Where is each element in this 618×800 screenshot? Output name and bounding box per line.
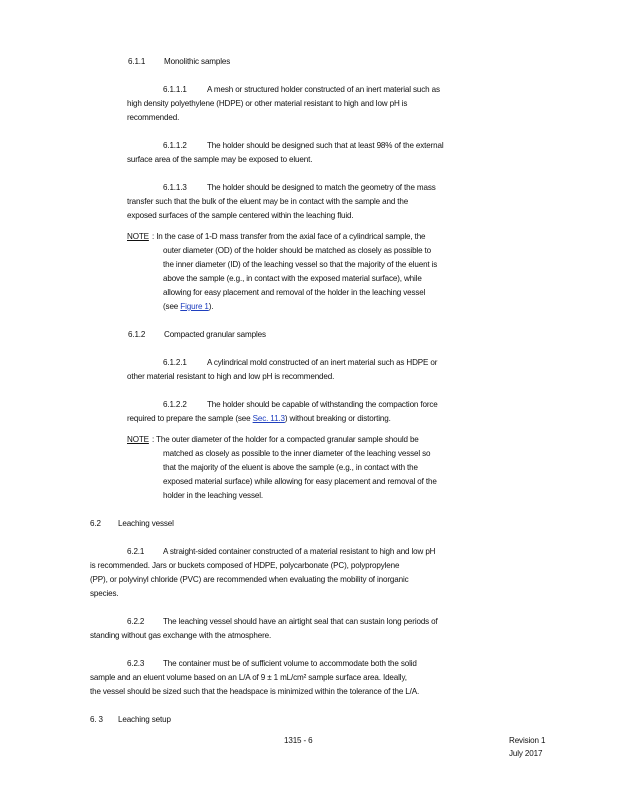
revision-date: July 2017 bbox=[509, 748, 543, 758]
note-label: NOTE bbox=[127, 434, 149, 444]
section-6-1-1-number: 6.1.1 bbox=[128, 56, 146, 66]
note-line: matched as closely as possible to the inner diameter of the leaching vessel so bbox=[163, 448, 431, 458]
section-6-2-2-number: 6.2.2 bbox=[127, 616, 145, 626]
section-6-2-3-number: 6.2.3 bbox=[127, 658, 145, 668]
section-6-1-1-title: Monolithic samples bbox=[164, 56, 231, 66]
section-6-1-2-2-line: The holder should be capable of withstanding the compaction force bbox=[207, 399, 438, 409]
note-line: holder in the leaching vessel. bbox=[163, 490, 263, 500]
section-6-1-1-1-line: high density polyethylene (HDPE) or other material resistant to high and low pH is bbox=[127, 98, 408, 108]
section-6-1-1-3-line: transfer such that the bulk of the eluent may be in contact with the sample and the bbox=[127, 196, 409, 206]
section-6-1-1-1-line: A mesh or structured holder constructed of an inert material such as bbox=[207, 84, 440, 94]
section-6-1-1-1-number: 6.1.1.1 bbox=[163, 84, 187, 94]
section-6-1-1-2-line: surface area of the sample may be exposed to eluent. bbox=[127, 154, 313, 164]
figure-1-link[interactable]: Figure 1 bbox=[180, 301, 209, 311]
section-6-2-3-line: sample and an eluent volume based on an L/A of 9 ± 1 mL/cm² sample surface area. Ideally, bbox=[90, 672, 407, 682]
section-6-2-2-line: The leaching vessel should have an airtight seal that can sustain long periods of bbox=[163, 616, 438, 626]
section-6-1-1-3-line: exposed surfaces of the sample centered within the leaching fluid. bbox=[127, 210, 354, 220]
section-6-2-3-line: the vessel should be sized such that the headspace is minimized within the tolerance of the L/A. bbox=[90, 686, 420, 696]
note-line: : In the case of 1-D mass transfer from the axial face of a cylindrical sample, the bbox=[152, 231, 426, 241]
section-6-1-2-1-line: A cylindrical mold constructed of an inert material such as HDPE or bbox=[207, 357, 438, 367]
note-text: ). bbox=[208, 301, 214, 311]
section-6-1-2-2-number: 6.1.2.2 bbox=[163, 399, 187, 409]
note-line: above the sample (e.g., in contact with the exposed material surface), while bbox=[163, 273, 422, 283]
section-6-2-1-number: 6.2.1 bbox=[127, 546, 145, 556]
section-6-2-1-line: (PP), or polyvinyl chloride (PVC) are recommended when evaluating the mobility of inorganic bbox=[90, 574, 409, 584]
note-line bbox=[163, 301, 213, 312]
section-6-3-title: Leaching setup bbox=[118, 714, 171, 724]
note-line: exposed material surface) while allowing for easy placement and removal of the bbox=[163, 476, 437, 486]
note-label: NOTE bbox=[127, 231, 149, 241]
revision-label: Revision 1 bbox=[509, 735, 546, 745]
section-6-2-2-line: standing without gas exchange with the atmosphere. bbox=[90, 630, 272, 640]
section-6-1-2-number: 6.1.2 bbox=[128, 329, 146, 339]
section-text: ) without breaking or distorting. bbox=[284, 413, 391, 423]
note-line: the inner diameter (ID) of the leaching vessel so that the majority of the eluent is bbox=[163, 259, 438, 269]
section-6-1-1-2-number: 6.1.1.2 bbox=[163, 140, 187, 150]
section-6-1-2-2-line bbox=[127, 413, 391, 424]
section-6-1-1-3-line: The holder should be designed to match the geometry of the mass bbox=[207, 182, 436, 192]
section-6-2-1-line: is recommended. Jars or buckets composed of HDPE, polycarbonate (PC), polypropylene bbox=[90, 560, 400, 570]
section-6-1-1-2-line: The holder should be designed such that at least 98% of the external bbox=[207, 140, 444, 150]
section-text: required to prepare the sample (see bbox=[127, 413, 251, 423]
section-6-1-2-title: Compacted granular samples bbox=[164, 329, 266, 339]
note-line: : The outer diameter of the holder for a compacted granular sample should be bbox=[152, 434, 419, 444]
note-line: that the majority of the eluent is above the sample (e.g., in contact with the bbox=[163, 462, 418, 472]
section-6-1-2-1-line: other material resistant to high and low pH is recommended. bbox=[127, 371, 335, 381]
page-number: 1315 - 6 bbox=[284, 735, 313, 745]
section-6-1-2-1-number: 6.1.2.1 bbox=[163, 357, 187, 367]
section-6-1-1-3-number: 6.1.1.3 bbox=[163, 182, 187, 192]
section-6-2-1-line: A straight-sided container constructed of a material resistant to high and low pH bbox=[163, 546, 436, 556]
section-6-2-title: Leaching vessel bbox=[118, 518, 174, 528]
section-6-2-number: 6.2 bbox=[90, 518, 101, 528]
note-text: (see bbox=[163, 301, 179, 311]
section-6-3-number: 6. 3 bbox=[90, 714, 103, 724]
section-6-1-1-1-line: recommended. bbox=[127, 112, 180, 122]
note-line: outer diameter (OD) of the holder should be matched as closely as possible to bbox=[163, 245, 431, 255]
section-6-2-3-line: The container must be of sufficient volume to accommodate both the solid bbox=[163, 658, 417, 668]
section-11-3-link[interactable]: Sec. 11.3 bbox=[252, 413, 285, 423]
note-line: allowing for easy placement and removal of the holder in the leaching vessel bbox=[163, 287, 426, 297]
section-6-2-1-line: species. bbox=[90, 588, 119, 598]
